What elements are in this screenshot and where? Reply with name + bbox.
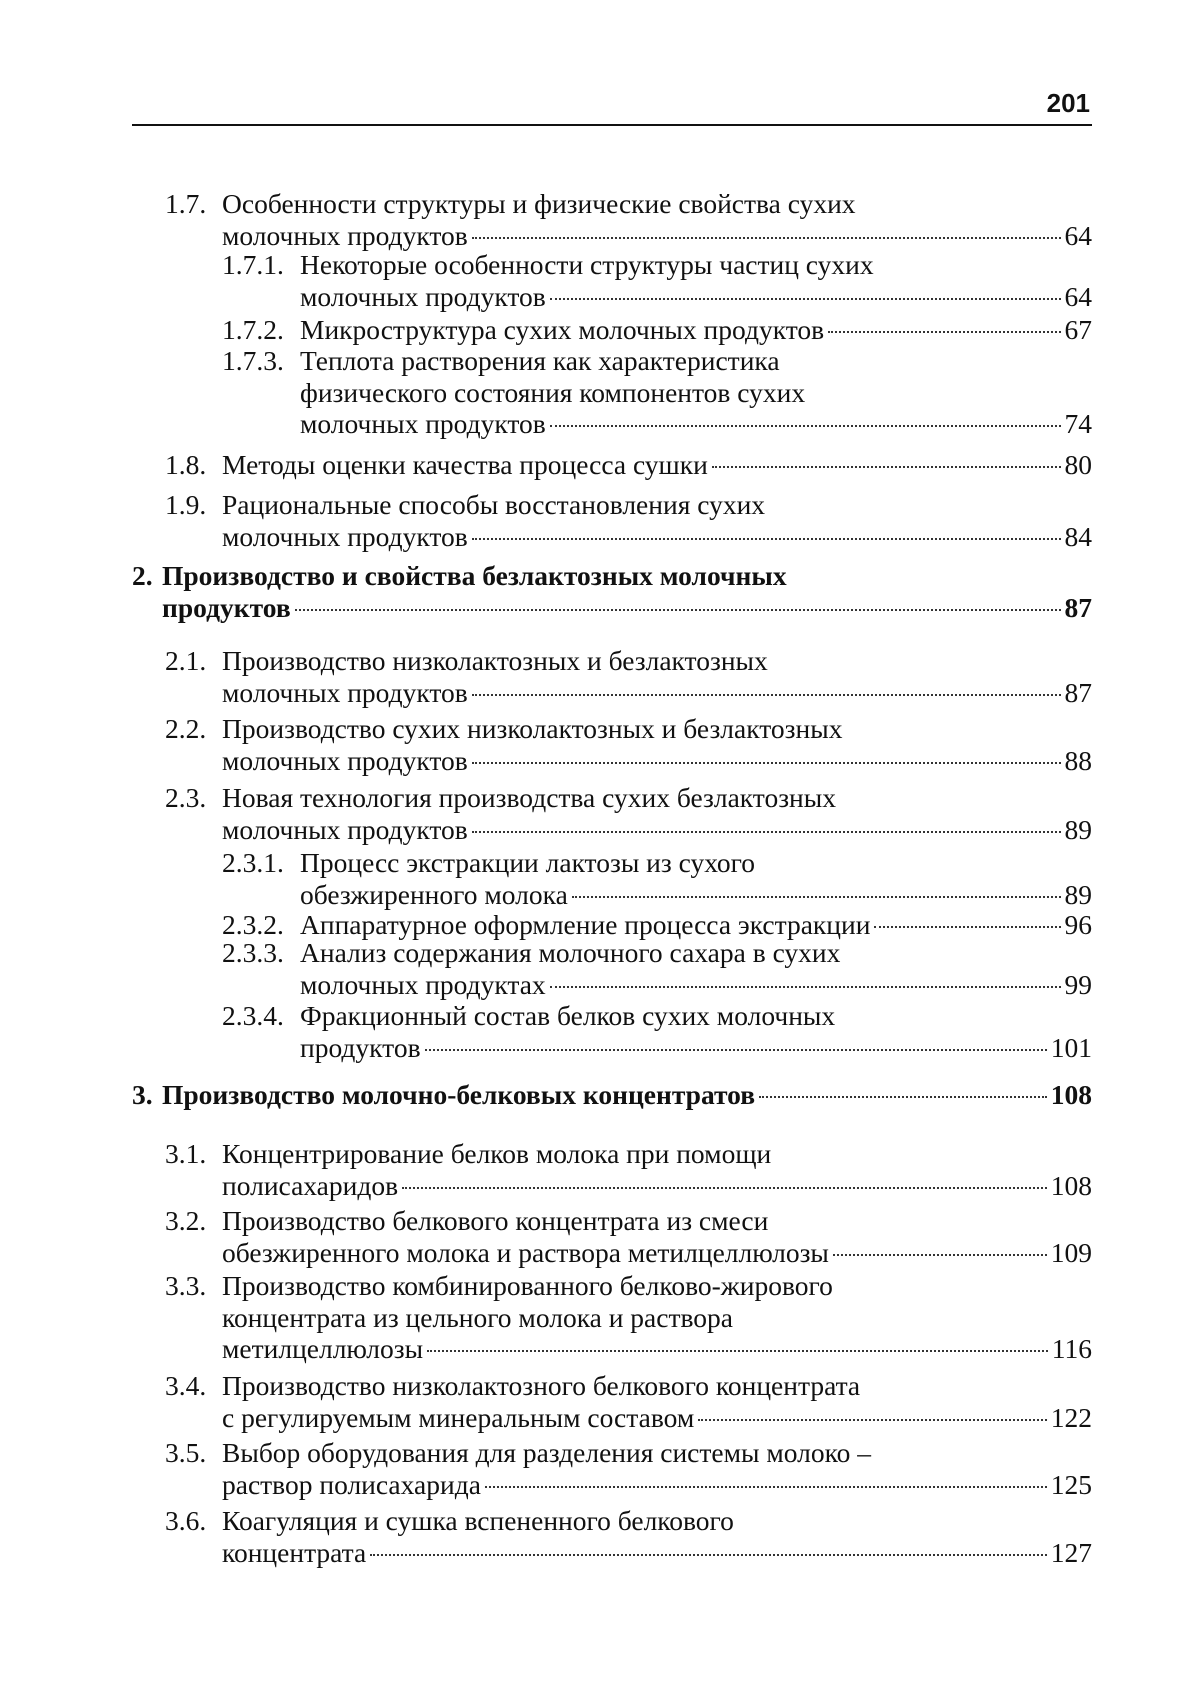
- dot-leader: [295, 609, 1061, 611]
- toc-page-number: 116: [1051, 1333, 1092, 1364]
- toc-entry-line: Некоторые особенности структуры частиц сухих: [300, 249, 874, 280]
- toc-entry-line: [222, 677, 1092, 709]
- toc-entry-line: [222, 449, 1092, 481]
- toc-entry-number: 3.5.: [165, 1437, 207, 1468]
- toc-entry-number: 2.1.: [165, 645, 207, 676]
- toc-page-number: 87: [1064, 676, 1092, 708]
- toc-entry-text: [300, 249, 1092, 312]
- toc-page-number: 125: [1050, 1468, 1092, 1500]
- dot-leader: [472, 762, 1061, 764]
- toc-entry-text: [222, 1437, 1092, 1500]
- toc-entry-line-text: Методы оценки качества процесса сушки: [222, 449, 708, 480]
- toc-entry-text: [222, 782, 1092, 845]
- toc-entry-text: [300, 909, 1092, 941]
- toc-page-number: 96: [1064, 909, 1092, 940]
- toc-entry-text: [222, 1505, 1092, 1568]
- dot-leader: [572, 896, 1061, 898]
- toc-entry-row: [165, 713, 1092, 776]
- toc-entry-line-text: молочных продуктов: [300, 408, 546, 439]
- dot-leader: [402, 1187, 1047, 1189]
- toc-page-number: 74: [1064, 408, 1092, 439]
- toc-section: [165, 1270, 1092, 1365]
- toc-entry-row: [165, 1205, 1092, 1268]
- toc-section: [165, 645, 1092, 708]
- toc-entry-row: [165, 645, 1092, 708]
- toc-entry-line-text: молочных продуктов: [300, 280, 546, 312]
- toc-entry-number: 3.6.: [165, 1505, 207, 1536]
- toc-entry-number: 1.8.: [165, 449, 207, 480]
- toc-entry-line: Производство низколактозного белкового концентрата: [222, 1370, 861, 1401]
- toc-entry-text: [300, 1000, 1092, 1063]
- toc-entry-line: Анализ содержания молочного сахара в сухих: [300, 937, 841, 968]
- toc-section: [165, 713, 1092, 776]
- dot-leader: [550, 298, 1061, 300]
- toc-entry-number: 2.3.: [165, 782, 207, 813]
- toc-entry-line: Производство комбинированного белково-жирового: [222, 1270, 833, 1301]
- toc-entry-line-text: концентрата: [222, 1536, 367, 1568]
- toc-entry-row: [165, 1270, 1092, 1365]
- toc-subsection: [222, 937, 1092, 1000]
- toc-entry-row: [132, 1079, 1092, 1111]
- toc-page-number: 84: [1064, 520, 1092, 552]
- toc-page-number: 64: [1064, 280, 1092, 312]
- toc-entry-row: [222, 249, 1092, 312]
- toc-page-number: 88: [1064, 744, 1092, 776]
- toc-entry-line-text: Аппаратурное оформление процесса экстракции: [300, 909, 871, 940]
- toc-entry-text: [222, 449, 1092, 481]
- toc-section: [165, 1138, 1092, 1201]
- toc-subsection: [222, 909, 1092, 941]
- toc-page-number: 89: [1064, 813, 1092, 845]
- toc-entry-number: 3.2.: [165, 1205, 207, 1236]
- toc-entry-line: Производство сухих низколактозных и безлактозных: [222, 713, 843, 744]
- toc-entry-row: [222, 314, 1092, 346]
- toc-entry-line: [222, 1170, 1092, 1202]
- toc-entry-text: [222, 188, 1092, 251]
- toc-entry-number: 3.4.: [165, 1370, 207, 1401]
- toc-subsection: [222, 314, 1092, 346]
- toc-entry-row: [165, 1437, 1092, 1500]
- toc-entry-line-text: молочных продуктов: [222, 744, 468, 776]
- toc-entry-number: 1.7.3.: [222, 345, 284, 376]
- toc-entry-row: [165, 489, 1092, 552]
- dot-leader: [472, 694, 1061, 696]
- toc-entry-line: [300, 879, 1092, 911]
- toc-entry-line: [222, 1237, 1092, 1269]
- toc-subsection: [222, 847, 1092, 910]
- toc-section: [165, 782, 1092, 845]
- toc-entry-line: Процесс экстракции лактозы из сухого: [300, 847, 756, 878]
- toc-chapter: [132, 1079, 1092, 1111]
- toc-entry-line: [222, 1333, 1092, 1365]
- dot-leader: [712, 466, 1061, 468]
- toc-entry-row: [165, 449, 1092, 481]
- dot-leader: [425, 1049, 1047, 1051]
- toc-entry-line: Фракционный состав белков сухих молочных: [300, 1000, 836, 1031]
- dot-leader: [472, 538, 1061, 540]
- toc-entry-row: [165, 1505, 1092, 1568]
- toc-chapter: [132, 560, 1092, 623]
- dot-leader: [550, 425, 1061, 427]
- toc-page-number: 122: [1050, 1401, 1092, 1433]
- dot-leader: [485, 1486, 1047, 1488]
- toc-entry-row: [222, 937, 1092, 1000]
- toc-entry-row: [165, 1370, 1092, 1433]
- toc-section: [165, 1437, 1092, 1500]
- toc-page-number: 109: [1050, 1236, 1092, 1268]
- dot-leader: [698, 1419, 1047, 1421]
- toc-page-number: 127: [1050, 1536, 1092, 1568]
- toc-page-number: 101: [1050, 1031, 1092, 1063]
- toc-entry-line: [300, 1032, 1092, 1064]
- toc-entry-line-text: продуктов: [300, 1031, 421, 1063]
- toc-entry-text: [300, 937, 1092, 1000]
- toc-entry-number: 2.: [132, 560, 153, 591]
- toc-entry-line: концентрата из цельного молока и раствора: [222, 1301, 733, 1333]
- toc-entry-line: Особенности структуры и физические свойства сухих: [222, 188, 856, 219]
- toc-entry-line-text: молочных продуктов: [222, 520, 468, 552]
- toc-entry-text: [222, 1138, 1092, 1201]
- toc-entry-line: [222, 220, 1092, 252]
- toc-entry-line-text: молочных продуктах: [300, 968, 546, 1000]
- toc-entry-text: [222, 1270, 1092, 1365]
- toc-entry-text: [222, 1205, 1092, 1268]
- toc-entry-line: [162, 1079, 1092, 1111]
- toc-entry-number: 1.7.2.: [222, 314, 284, 345]
- toc-entry-number: 3.3.: [165, 1270, 207, 1301]
- toc-subsection: [222, 1000, 1092, 1063]
- toc-entry-line: Коагуляция и сушка вспененного белкового: [222, 1505, 734, 1536]
- toc-page-number: 108: [1050, 1169, 1092, 1201]
- toc-section: [165, 188, 1092, 251]
- toc-page-number: 108: [1050, 1079, 1092, 1110]
- toc-entry-line-text: обезжиренного молока: [300, 878, 568, 910]
- toc-page-number: 89: [1064, 878, 1092, 910]
- dot-leader: [828, 331, 1060, 333]
- toc-section: [165, 489, 1092, 552]
- page-number: 201: [1046, 88, 1090, 118]
- dot-leader: [427, 1350, 1048, 1352]
- toc-entry-text: [300, 847, 1092, 910]
- toc-entry-number: 1.9.: [165, 489, 207, 520]
- dot-leader: [550, 986, 1061, 988]
- toc-section: [165, 1370, 1092, 1433]
- toc-entry-line: [300, 314, 1092, 346]
- toc-entry-row: [222, 1000, 1092, 1063]
- toc-entry-line-text: обезжиренного молока и раствора метилцеллюлозы: [222, 1236, 829, 1268]
- dot-leader: [370, 1554, 1047, 1556]
- toc-entry-number: 2.2.: [165, 713, 207, 744]
- toc-page-number: 67: [1064, 314, 1092, 345]
- toc-entry-number: 3.: [132, 1079, 153, 1110]
- toc-entry-line: Производство белкового концентрата из смеси: [222, 1205, 769, 1236]
- toc-entry-number: 2.3.2.: [222, 909, 284, 940]
- toc-entry-line: [300, 969, 1092, 1001]
- toc-entry-row: [165, 188, 1092, 251]
- toc-entry-text: [222, 645, 1092, 708]
- toc-entry-line: Выбор оборудования для разделения системы молоко –: [222, 1437, 871, 1468]
- toc-entry-text: [222, 489, 1092, 552]
- dot-leader: [759, 1096, 1047, 1098]
- toc-entry-line-text: Производство молочно-белковых концентратов: [162, 1079, 756, 1110]
- toc-entry-number: 2.3.1.: [222, 847, 284, 878]
- toc-entry-line-text: молочных продуктов: [222, 219, 468, 251]
- toc-entry-row: [222, 345, 1092, 440]
- toc-entry-row: [132, 560, 1092, 623]
- toc-page-number: 64: [1064, 219, 1092, 251]
- toc-entry-number: 2.3.3.: [222, 937, 284, 968]
- toc-entry-line: [300, 408, 1092, 440]
- toc-section: [165, 449, 1092, 481]
- toc-entry-line: [300, 281, 1092, 313]
- toc-subsection: [222, 249, 1092, 312]
- toc-subsection: [222, 345, 1092, 440]
- toc-entry-number: 1.7.1.: [222, 249, 284, 280]
- toc-entry-row: [165, 1138, 1092, 1201]
- dot-leader: [874, 926, 1060, 928]
- toc-entry-line-text: метилцеллюлозы: [222, 1333, 424, 1364]
- toc-entry-line: Производство низколактозных и безлактозных: [222, 645, 768, 676]
- toc-entry-number: 2.3.4.: [222, 1000, 284, 1031]
- toc-entry-text: [222, 1370, 1092, 1433]
- toc-entry-line: Концентрирование белков молока при помощи: [222, 1138, 772, 1169]
- dot-leader: [472, 831, 1061, 833]
- toc-entry-text: [222, 713, 1092, 776]
- toc-entry-line-text: с регулируемым минеральным составом: [222, 1401, 695, 1433]
- toc-page-number: 87: [1064, 591, 1092, 623]
- toc-entry-text: [300, 345, 1092, 440]
- toc-entry-line: [300, 909, 1092, 941]
- toc-entry-text: [300, 314, 1092, 346]
- toc-entry-text: [162, 1079, 1092, 1111]
- toc-entry-line-text: продуктов: [162, 591, 291, 623]
- toc-section: [165, 1505, 1092, 1568]
- toc-entry-row: [222, 847, 1092, 910]
- dot-leader: [472, 237, 1061, 239]
- toc-entry-line: [222, 521, 1092, 553]
- toc-entry-row: [165, 782, 1092, 845]
- toc-entry-line: физического состояния компонентов сухих: [300, 376, 806, 408]
- dot-leader: [833, 1254, 1047, 1256]
- toc-page-number: 80: [1064, 449, 1092, 480]
- toc-entry-line: [222, 1469, 1092, 1501]
- toc-entry-line: [162, 592, 1092, 624]
- toc-entry-line-text: молочных продуктов: [222, 676, 468, 708]
- toc-entry-line: Производство и свойства безлактозных молочных: [162, 560, 787, 591]
- toc-entry-row: [222, 909, 1092, 941]
- toc-section: [165, 1205, 1092, 1268]
- toc-entry-line: [222, 1402, 1092, 1434]
- toc-entry-text: [162, 560, 1092, 623]
- toc-entry-line: [222, 745, 1092, 777]
- toc-entry-line: Теплота растворения как характеристика: [300, 345, 780, 376]
- toc-entry-line-text: полисахаридов: [222, 1169, 399, 1201]
- toc-entry-line: Новая технология производства сухих безлактозных: [222, 782, 836, 813]
- toc-entry-line: Рациональные способы восстановления сухих: [222, 489, 766, 520]
- toc-entry-line-text: раствор полисахарида: [222, 1468, 481, 1500]
- toc-entry-line-text: молочных продуктов: [222, 813, 468, 845]
- toc-entry-number: 1.7.: [165, 188, 207, 219]
- toc-page-number: 99: [1064, 968, 1092, 1000]
- toc-entry-number: 3.1.: [165, 1138, 207, 1169]
- toc-entry-line: [222, 814, 1092, 846]
- toc-entry-line-text: Микроструктура сухих молочных продуктов: [300, 314, 825, 345]
- toc-entry-line: [222, 1537, 1092, 1569]
